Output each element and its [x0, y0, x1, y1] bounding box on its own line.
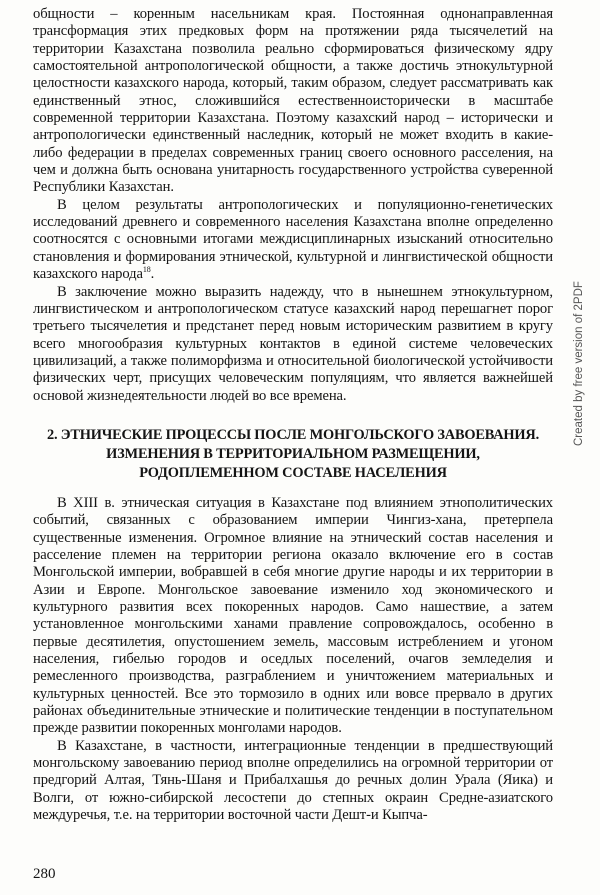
paragraph-kazakhstan-integration: В Казахстане, в частности, интеграционные тенденции в предшествующий монгольскому завоеванию период вполне определились на огромной территории от предгорий Алтая, Тянь-Шаня и Прибалхашья до речных долин Урала (Яика) и Волги, от южно-сибирской лесостепи до степных окраин Средне-азиатского междуречья, т.е. на территории восточной части Дешт-и Кыпча-	[33, 737, 553, 824]
paragraph-results	[33, 197, 553, 284]
section-heading-line-3: РОДОПЛЕМЕННОМ СОСТАВЕ НАСЕЛЕНИЯ	[139, 464, 447, 481]
paragraph-xiii-century: В XIII в. этническая ситуация в Казахстане под влиянием этнополитических событий, связанных с образованием империи Чингиз-хана, претерпела существенные изменения. Огромное влияние на этнический состав населения и расселение племен на территории региона оказало включение его в состав Монгольской империи, вобравшей в себя многие другие народы и их территории в Азии и Европе. Монгольское завоевание изменило ход экономического и культурного развития всех покоренных народов. Само нашествие, а затем установленное монгольскими ханами правление сопровождалось, особенно в первые десятилетия, опустошением земель, массовым истреблением и угоном населения, гибелью городов и оседлых поселений, очагов земледелия и ремесленного производства, разграблением и уничтожением материальных и культурных ценностей. Все это тормозило в одних или вовсе прервало в других районах объединительные этнические и политические тенденции в поступательном прежде развитии покоренных монголами народов.	[33, 494, 553, 737]
paragraph-conclusion: В заключение можно выразить надежду, что в нынешнем этнокультурном, лингвистическом и антропологическом статусе казахский народ перешагнет порог третьего тысячелетия и предстанет перед новым историческим развитием в кругу всего многообразия культурных контактов в единой системе человеческих цивилизаций, а также полиморфизма и относительной биологической устойчивости физических черт, присущих человеческим популяциям, что является важнейшей основой жизнедеятельности людей во все времена.	[33, 283, 553, 404]
paragraph-results-text: В целом результаты антропологических и популяционно-генетических исследований древнего и современного населения Казахстана вполне определенно соотносятся с основными итогами междисциплинарных изысканий относительно становления и формирования этнической, культурной и лингвистической общности казахского народа	[33, 196, 553, 283]
watermark-text: Created by free version of 2PDF	[573, 281, 585, 446]
document-page	[33, 6, 553, 824]
paragraph-intro: общности – коренным насельникам края. Постоянная однонаправленная трансформация этих предковых форм на протяжении ряда тысячелетий на территории Казахстана позволила реально сформироваться физическому ядру самостоятельной антропологической общности, а также достичь этнокультурной целостности казахского народа, который, таким образом, следует рассматривать как единственный этнос, сложившийся естественноисторически в масштабе современной территории Казахстана. Поэтому казахский народ – исторически и антропологически единственный наследник, который не может входить в какие-либо федерации в пределах современных границ своего основного расселения, на чем и должна быть основана унитарность государственного устройства суверенной Республики Казахстан.	[33, 6, 553, 196]
section-heading	[33, 426, 553, 483]
page-number: 280	[33, 866, 56, 882]
footnote-ref: 18	[142, 265, 151, 275]
paragraph-results-end: .	[150, 266, 155, 283]
watermark	[573, 281, 589, 446]
section-heading-line-2: ИЗМЕНЕНИЯ В ТЕРРИТОРИАЛЬНОМ РАЗМЕЩЕНИИ,	[106, 445, 480, 462]
section-heading-line-1: 2. ЭТНИЧЕСКИЕ ПРОЦЕССЫ ПОСЛЕ МОНГОЛЬСКОГО ЗАВОЕВАНИЯ.	[46, 426, 540, 443]
